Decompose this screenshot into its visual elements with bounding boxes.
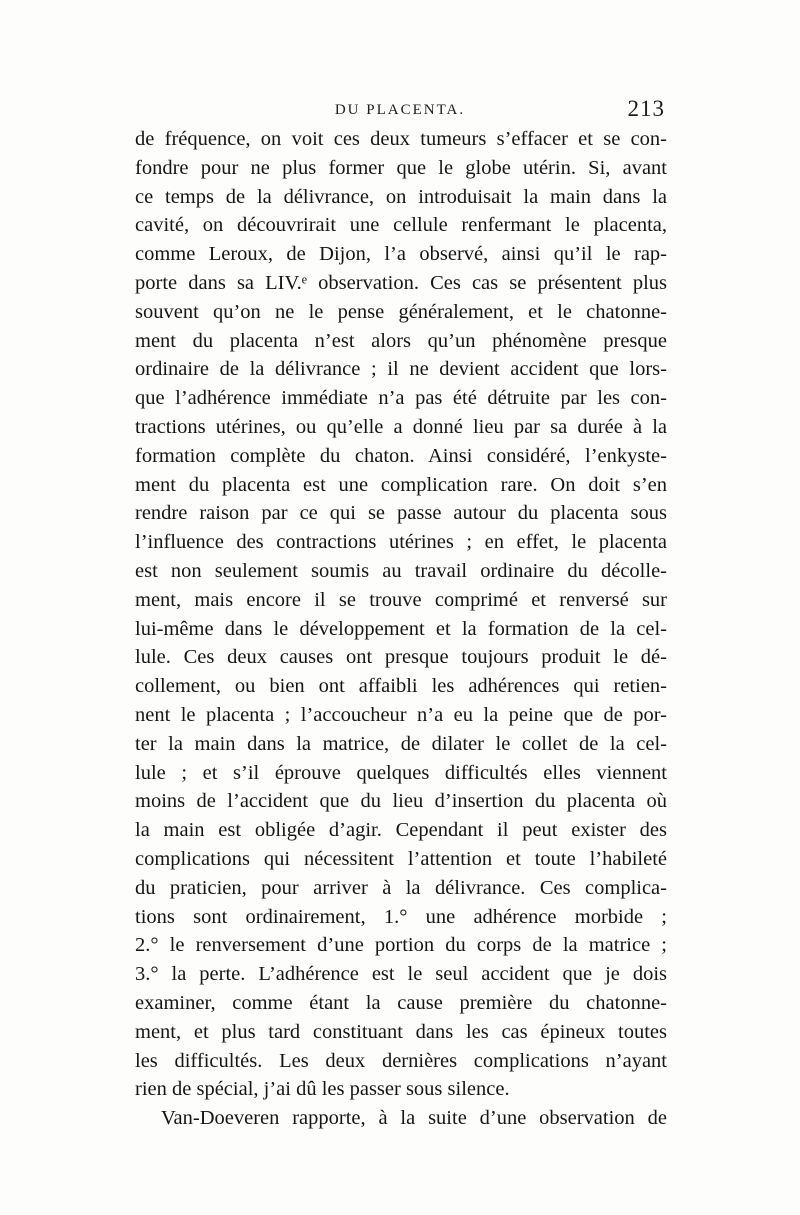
text-line: ment, et plus tard constituant dans les cas épineux toutes [135, 1020, 667, 1043]
text-line: lule. Ces deux causes ont presque toujours produit le dé- [135, 646, 667, 669]
text-line: complications qui nécessitent l’attention et toute l’habileté [135, 847, 667, 870]
text-line: formation complète du chaton. Ainsi considéré, l’enkyste- [135, 444, 667, 467]
text-line: ordinaire de la délivrance ; il ne devient accident que lors- [135, 358, 667, 381]
text-line: les difficultés. Les deux dernières complications n’ayant [135, 1049, 667, 1072]
text-line: est non seulement soumis au travail ordinaire du décolle- [135, 559, 667, 582]
text-line: souvent qu’on ne le pense généralement, et le chatonne- [135, 300, 667, 323]
text-line: du praticien, pour arriver à la délivrance. Ces complica- [135, 876, 667, 899]
text-line: moins de l’accident que du lieu d’insertion du placenta où [135, 790, 667, 813]
text-line: tractions utérines, ou qu’elle a donné lieu par sa durée à la [135, 415, 667, 438]
text-line: nent le placenta ; l’accoucheur n’a eu la peine que de por- [135, 703, 667, 726]
paragraph-start-line: Van-Doeveren rapporte, à la suite d’une observation de [161, 1107, 667, 1130]
text-line: 2.° le renversement d’une portion du corps de la matrice ; [135, 934, 667, 957]
text-line: ter la main dans la matrice, de dilater le collet de la cel- [135, 732, 667, 755]
text-line: tions sont ordinairement, 1.° une adhérence morbide ; [135, 905, 667, 928]
text-line: lule ; et s’il éprouve quelques difficultés elles viennent [135, 761, 667, 784]
paragraph-end-line: rien de spécial, j’ai dû les passer sous silence. [135, 1078, 510, 1101]
text-line: collement, ou bien ont affaibli les adhérences qui retien- [135, 675, 667, 698]
text-line: cavité, on découvrirait une cellule renfermant le placenta, [135, 214, 667, 237]
text-line: rendre raison par ce qui se passe autour du placenta sous [135, 502, 667, 525]
page-number: 213 [627, 96, 665, 121]
running-title: DU PLACENTA. [334, 102, 466, 118]
text-line: 3.° la perte. L’adhérence est le seul accident que je dois [135, 963, 667, 986]
text-line: ment du placenta n’est alors qu’un phénomène presque [135, 329, 667, 352]
text-line: ment, mais encore il se trouve comprimé et renversé sur [135, 588, 667, 611]
text-line: comme Leroux, de Dijon, l’a observé, ainsi qu’il le rap- [135, 243, 667, 266]
text-line: de fréquence, on voit ces deux tumeurs s’effacer et se con- [135, 128, 667, 150]
running-head [135, 96, 665, 126]
text-line: lui-même dans le développement et la formation de la cel- [135, 617, 667, 640]
text-line: que l’adhérence immédiate n’a pas été détruite par les con- [135, 387, 667, 410]
body-text [135, 125, 667, 1133]
text-line: ce temps de la délivrance, on introduisait la main dans la [135, 185, 667, 208]
text-line: porte dans sa LIV.ᵉ observation. Ces cas se présentent plus [135, 271, 667, 294]
text-line: la main est obligée d’agir. Cependant il peut exister des [135, 819, 667, 842]
text-line: ment du placenta est une complication rare. On doit s’en [135, 473, 667, 496]
text-line: l’influence des contractions utérines ; en effet, le placenta [135, 531, 667, 554]
text-line: examiner, comme étant la cause première du chatonne- [135, 991, 667, 1014]
text-line: fondre pour ne plus former que le globe utérin. Si, avant [135, 156, 667, 179]
